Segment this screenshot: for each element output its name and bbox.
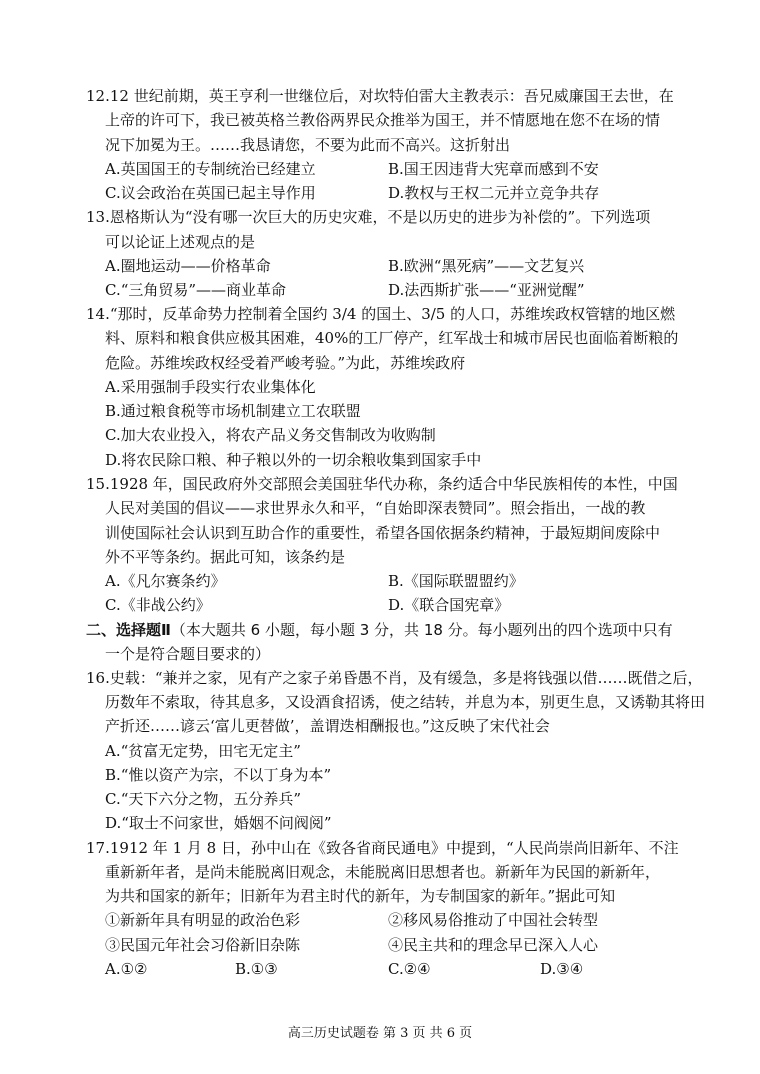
section-title: 二、选择题Ⅱ bbox=[86, 621, 171, 639]
question-text-line: 可以论证上述观点的是 bbox=[105, 233, 256, 251]
question-text-line: 14.“那时，反革命势力控制着全国约 3/4 的国土、3/5 的人口，苏维埃政权管辖的地区燃 bbox=[86, 305, 676, 323]
option-c: C.“天下六分之物，五分养兵” bbox=[105, 790, 302, 808]
option-b: B.欧洲“黑死病”——文艺复兴 bbox=[388, 257, 585, 275]
question-text-line: 上帝的许可下，我已被英格兰教俗两界民众推举为国王，并不情愿地在您不在场的情 bbox=[105, 111, 661, 129]
option-d: D.《联合国宪章》 bbox=[388, 596, 510, 614]
statement-2: ②移风易俗推动了中国社会转型 bbox=[388, 911, 599, 929]
question-text-line: 13.恩格斯认为“没有哪一次巨大的历史灾难，不是以历史的进步为补偿的”。下列选项 bbox=[86, 208, 651, 226]
question-text-line: 16.史载：“兼并之家，见有产之家子弟昏愚不肖，及有缓急，多是将钱强以借……既借之后， bbox=[86, 669, 703, 687]
option-a: A.采用强制手段实行农业集体化 bbox=[105, 378, 316, 396]
statement-4: ④民主共和的理念早已深入人心 bbox=[388, 936, 599, 954]
question-text-line: 人民对美国的倡议——求世界永久和平，“自始即深表赞同”。照会指出，一战的教 bbox=[105, 499, 646, 517]
option-b: B.①③ bbox=[235, 960, 278, 978]
question-text-line: 历数年不索取，待其息多，又设酒食招诱，使之结转，并息为本，别更生息，又诱勒其将田 bbox=[105, 693, 706, 711]
option-b: B.通过粮食税等市场机制建立工农联盟 bbox=[105, 402, 361, 420]
question-text-line: 产折还……谚云‘富儿更替做’，盖谓迭相酬报也。”这反映了宋代社会 bbox=[105, 717, 550, 735]
question-text-line: 训使国际社会认识到互助合作的重要性，希望各国依据条约精神，于最短期间废除中 bbox=[105, 524, 661, 542]
statement-3: ③民国元年社会习俗新旧杂陈 bbox=[105, 936, 301, 954]
option-c: C.“三角贸易”——商业革命 bbox=[105, 281, 287, 299]
option-a: A.《凡尔赛条约》 bbox=[105, 572, 226, 590]
option-c: C.加大农业投入，将农产品义务交售制改为收购制 bbox=[105, 426, 436, 444]
option-d: D.③④ bbox=[540, 960, 584, 978]
question-text-line: 况下加冕为王。……我恳请您，不要为此而不高兴。这折射出 bbox=[105, 136, 511, 154]
option-c: C.②④ bbox=[388, 960, 431, 978]
option-b: B.《国际联盟盟约》 bbox=[388, 572, 524, 590]
question-text-line: 17.1912 年 1 月 8 日，孙中山在《致各省商民通电》中提到，“人民尚崇尚旧新年、不注 bbox=[86, 839, 679, 857]
option-a: A.圈地运动——价格革命 bbox=[105, 257, 271, 275]
section-note: （本大题共 6 小题，每小题 3 分，共 18 分。每小题列出的四个选项中只有 bbox=[170, 621, 673, 639]
option-d: D.将农民除口粮、种子粮以外的一切余粮收集到国家手中 bbox=[105, 451, 482, 469]
question-text-line: 外不平等条约。据此可知，该条约是 bbox=[105, 548, 346, 566]
option-b: B.“惟以资产为宗，不以丁身为本” bbox=[105, 766, 332, 784]
question-text-line: 危险。苏维埃政权经受着严峻考验。”为此，苏维埃政府 bbox=[105, 354, 466, 372]
option-d: D.法西斯扩张——“亚洲觉醒” bbox=[388, 281, 585, 299]
statement-1: ①新新年具有明显的政治色彩 bbox=[105, 911, 301, 929]
question-text-line: 12.12 世纪前期，英王亨利一世继位后，对坎特伯雷大主教表示：吾兄威廉国王去世，在 bbox=[86, 87, 674, 105]
option-a: A.①② bbox=[105, 960, 148, 978]
question-text-line: 料、原料和粮食供应极其困难，40%的工厂停产，红军战士和城市居民也面临着断粮的 bbox=[105, 329, 679, 347]
option-a: A.英国国王的专制统治已经建立 bbox=[105, 160, 316, 178]
option-b: B.国王因违背大宪章而感到不安 bbox=[388, 160, 599, 178]
option-d: D.教权与王权二元并立竞争共存 bbox=[388, 184, 600, 202]
option-c: C.议会政治在英国已起主导作用 bbox=[105, 184, 316, 202]
question-text-line: 15.1928 年，国民政府外交部照会美国驻华代办称，条约适合中华民族相传的本性，中国 bbox=[86, 475, 678, 493]
option-d: D.“取士不问家世，婚姻不问阀阅” bbox=[105, 814, 332, 832]
section-note-continued: 一个是符合题目要求的） bbox=[105, 645, 271, 663]
page-footer: 高三历史试题卷 第 3 页 共 6 页 bbox=[287, 1026, 473, 1041]
question-text-line: 重新新年者，是尚未能脱离旧观念，未能脱离旧思想者也。新新年为民国的新新年， bbox=[105, 863, 661, 881]
option-c: C.《非战公约》 bbox=[105, 596, 211, 614]
option-a: A.“贫富无定势，田宅无定主” bbox=[105, 742, 301, 760]
question-text-line: 为共和国家的新年；旧新年为君主时代的新年，为专制国家的新年。”据此可知 bbox=[105, 887, 616, 905]
